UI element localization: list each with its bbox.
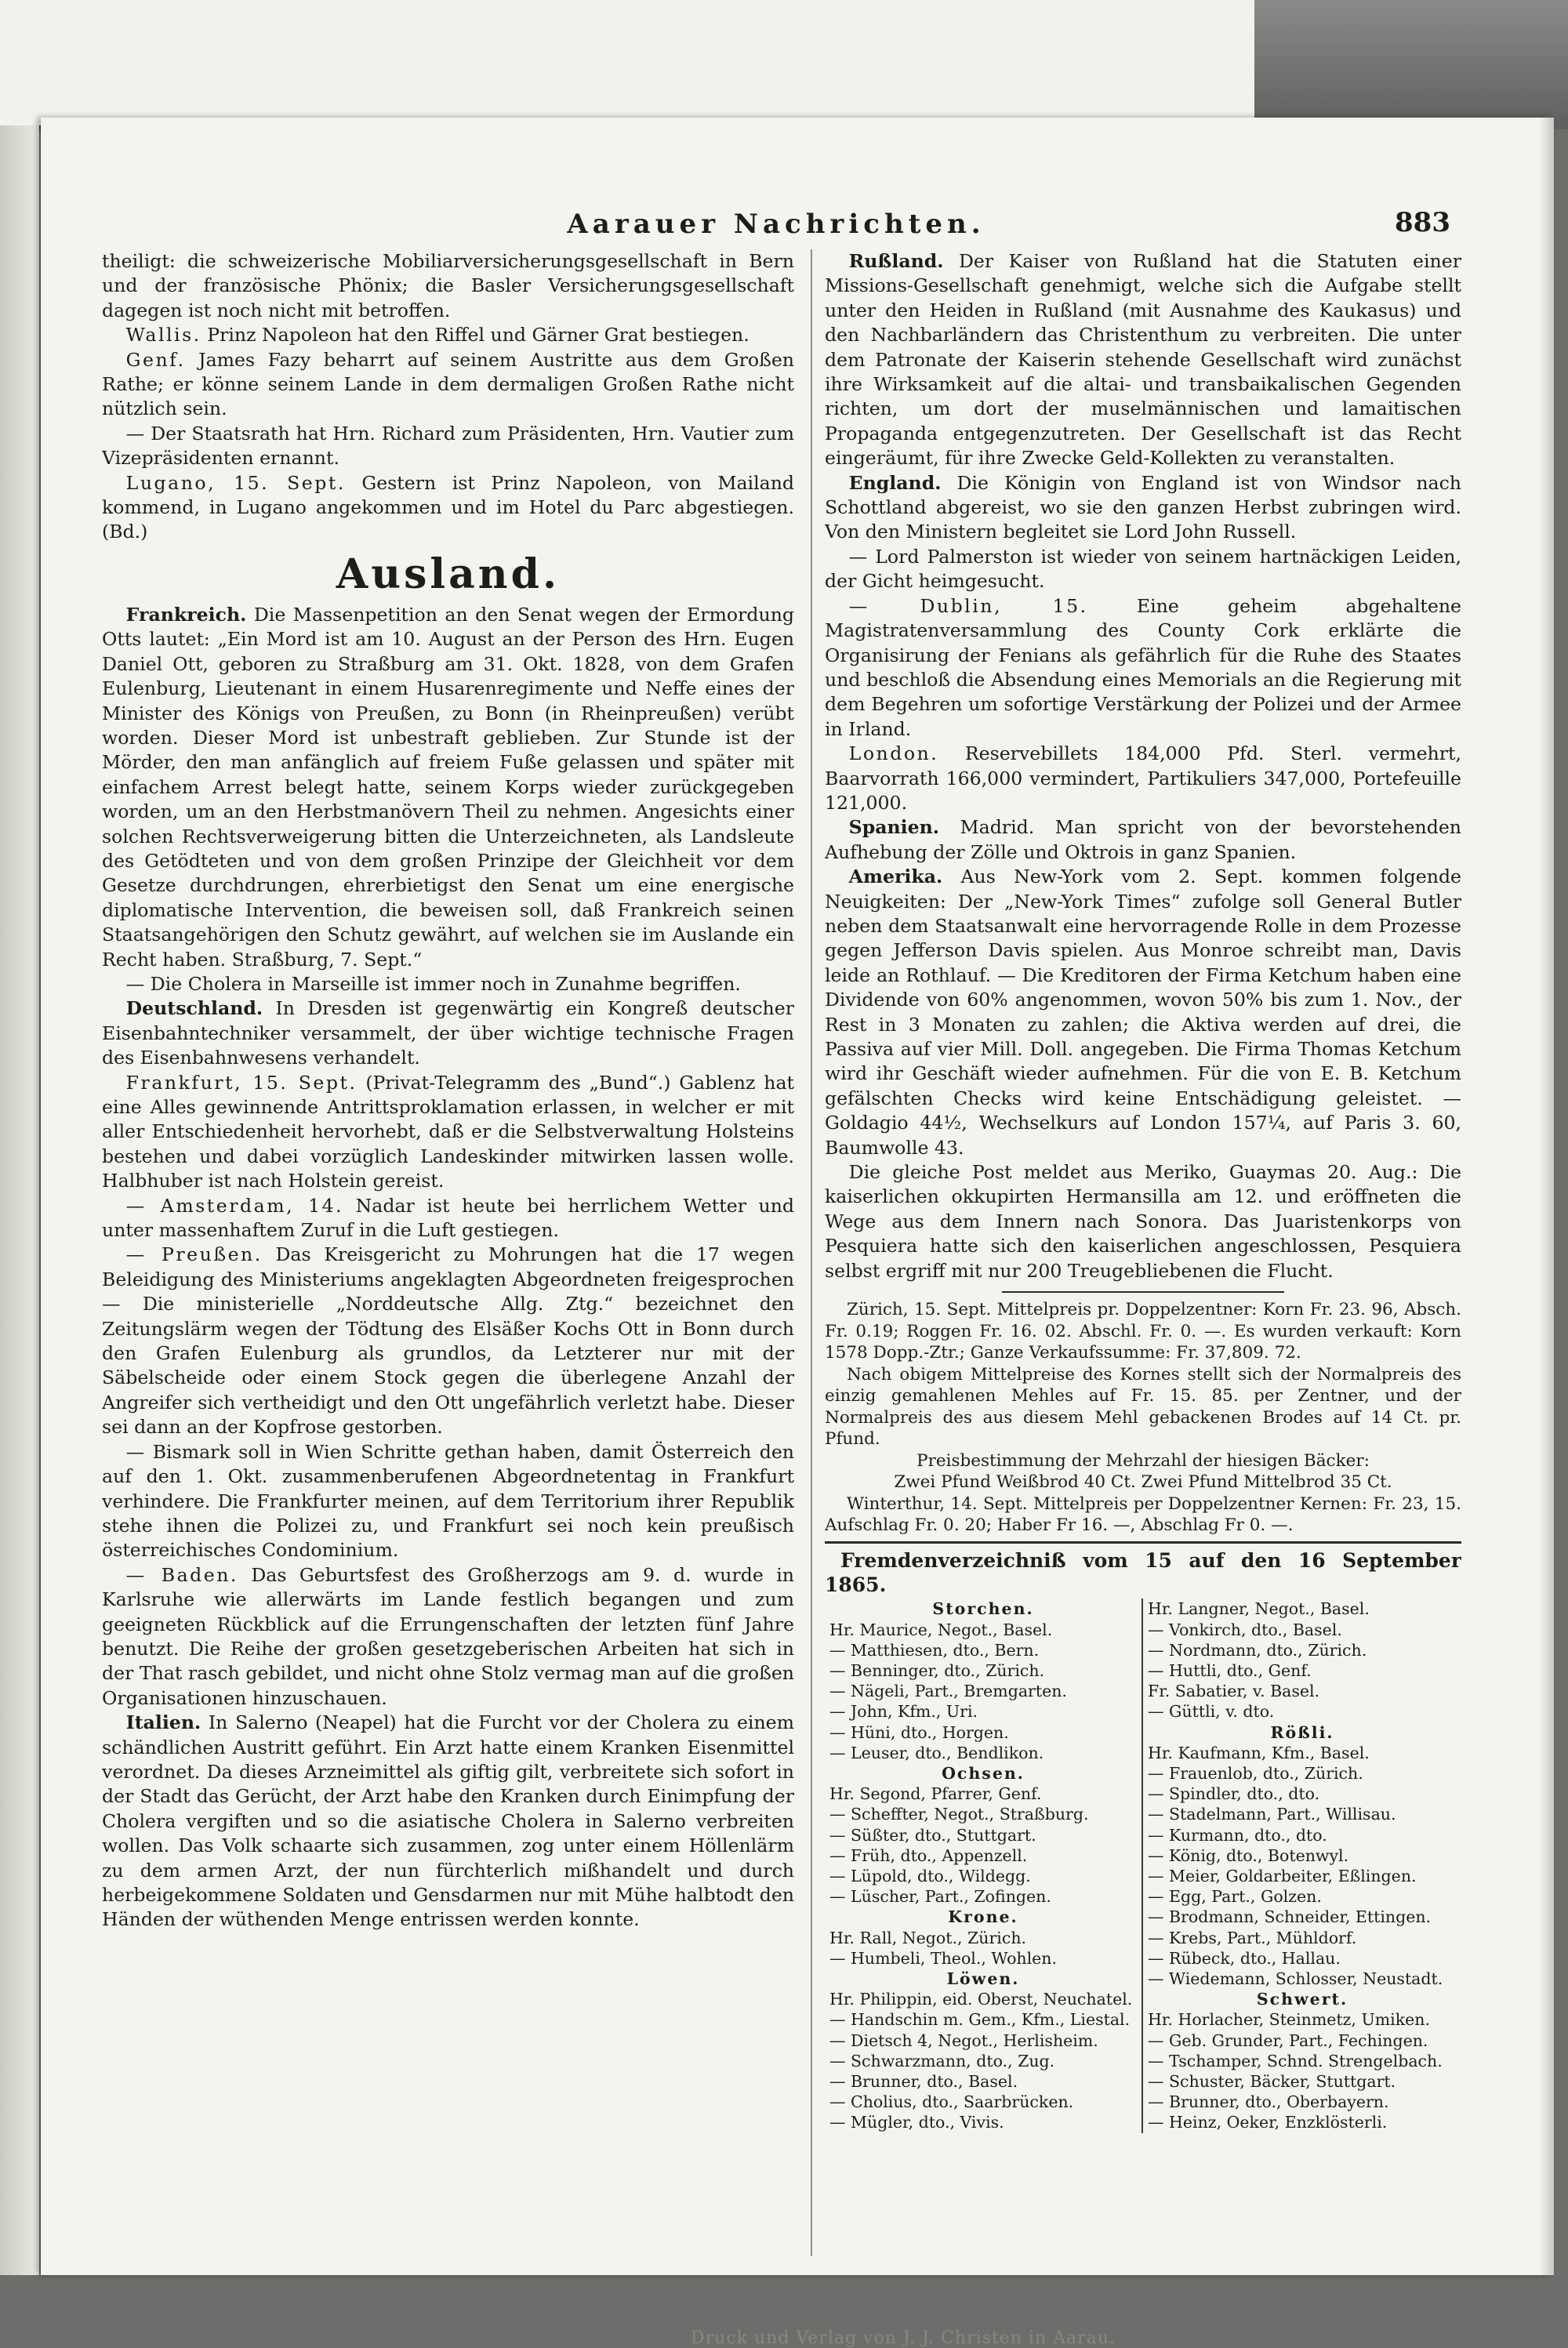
- register-entry: Hr. Maurice, Negot., Basel.: [829, 1620, 1053, 1639]
- article-text: Nadar ist heute bei herrlichem Wetter und unter massenhaftem Zuruf in die Luft gestiegen.: [102, 1194, 794, 1242]
- country-lead: Amerika.: [848, 866, 943, 888]
- binding-edge: [0, 125, 39, 2275]
- register-entry: — Mügler, dto., Vivis.: [829, 2113, 1004, 2132]
- article-italien: [102, 1711, 794, 1932]
- register-entry: — John, Kfm., Uri.: [829, 1702, 978, 1722]
- register-entry: — Süßter, dto., Stuttgart.: [829, 1825, 1036, 1845]
- article-amsterdam: [102, 1194, 794, 1243]
- register-entry: Hr. Langner, Negot., Basel.: [1148, 1599, 1370, 1619]
- article-palmerston: — Lord Palmerston ist wieder von seinem hartnäckigen Leiden, der Gicht heimgesucht.: [825, 545, 1461, 593]
- dateline: — Amsterdam, 14.: [125, 1194, 344, 1217]
- register-entry: — Nägeli, Part., Bremgarten.: [829, 1682, 1067, 1701]
- register-inn-heading: Krone.: [948, 1907, 1018, 1927]
- article-dublin: [825, 594, 1461, 742]
- article-baden: [102, 1563, 794, 1711]
- page-header: [102, 204, 1450, 243]
- market-normalpreis: Nach obigem Mittelpreise des Kornes stellt sich der Normalpreis des einzig gemahlenen Mehles auf Fr. 15. 85. per Zentner, und der Normalpreis des aus diesem Mehl gebackenen Brodes auf 14 Ct. pr. Pfund.: [825, 1364, 1461, 1450]
- register-entry: — Rübeck, dto., Hallau.: [1148, 1948, 1341, 1968]
- left-column: [102, 249, 794, 2295]
- register-entry: — Brunner, dto., Oberbayern.: [1148, 2092, 1389, 2112]
- article-text: In Salerno (Neapel) hat die Furcht vor der Cholera zu einem schändlichen Austritt geführt. Ein Arzt hatte einem Kranken Eisenmittel verordnet. Da dieses Arzneimittel als giftig gilt, verbreitete sich sofort in der Stadt das Gerücht, der Arzt habe den Kranken durch Einimpfung der Cholera vergiften und so die asiatische Cholera in Salerno verbreiten wollen. Das Volk schaarte sich zusammen, zog unter einem Höllenlärm zu dem armen Arzt, der nun fürchterlich mißhandelt und durch herbeigekommene Soldaten und Gensdarmen nur mit Mühe halbtodt den Händen der wüthenden Menge entrissen werden konnte.: [102, 1711, 794, 1931]
- article-text: Der Kaiser von Rußland hat die Statuten einer Missions-Gesellschaft genehmigt, welche sich die Aufgabe stellt unter den Heiden in Rußland (mit Ausnahme des Kaukasus) und den Nachbarländern das Christenthum zu verbreiten. Die unter dem Patronate der Kaiserin stehende Gesellschaft wird zunächst ihre Wirksamkeit auf die altai- und transbaikalischen Gegenden richten, um dort der muselmännischen und lamaitischen Propaganda entgegenzutreten. Der Gesellschaft ist das Recht eingeräumt, für ihre Zwecke Geld-Kollekten zu veranstalten.: [825, 250, 1461, 470]
- previous-page: [0, 0, 1254, 125]
- country-lead: Spanien.: [848, 816, 939, 839]
- article-text: Das Geburtsfest des Großherzogs am 9. d. wurde in Karlsruhe wie allerwärts im Lande festlich begangen und zum geeigneten Rückblick auf die Errungenschaften der letzten fünf Jahre benutzt. Die Reihe der großen gesetzgeberischen Arbeiten hat sich in der That rasch gebildet, und nicht ohne Stolz vermag man auf die großen Organisationen hinzuschauen.: [102, 1563, 794, 1709]
- dateline: — Baden.: [125, 1563, 238, 1586]
- market-report: [825, 1299, 1461, 1537]
- register-entry: — Güttli, v. dto.: [1148, 1702, 1275, 1722]
- dateline: — Dublin, 15.: [848, 594, 1088, 617]
- register-entry: — König, dto., Botenwyl.: [1148, 1845, 1349, 1865]
- column-divider: [811, 249, 812, 2256]
- register-inn-heading: Storchen.: [932, 1599, 1034, 1619]
- register-entry: — Tschamper, Schnd. Strengelbach.: [1148, 2051, 1443, 2070]
- register-entry: — Leuser, dto., Bendlikon.: [829, 1743, 1044, 1762]
- register-inn-heading: Löwen.: [946, 1969, 1020, 1989]
- country-lead: Rußland.: [848, 250, 944, 272]
- market-winterthur: Winterthur, 14. Sept. Mittelpreis per Doppelzentner Kernen: Fr. 23, 15. Aufschlag Fr. 0. 20; Haber Fr 16. —, Abschlag Fr 0. —.: [825, 1493, 1461, 1536]
- register-title: Fremdenverzeichniß vom 15 auf den 16 September 1865.: [825, 1548, 1461, 1596]
- article-text: Aus New-York vom 2. Sept. kommen folgende Neuigkeiten: Der „New-York Times“ zufolge soll General Butler neben dem Staatsanwalt eine hervorragende Rolle in dem Prozesse gegen Jefferson Davis spielen. Aus Monroe schreibt man, Davis leide an Rothlauf. — Die Kreditoren der Firma Ketchum haben eine Dividende von 60% angenommen, wovon 50% bis zum 1. Nov., der Rest in 3 Monaten zu zahlen; die Aktiva werden auf drei, die Passiva auf vier Mill. Doll. angegeben. Die Firma Thomas Ketchum wird ihr Geschäft wieder aufnehmen. Für die von E. B. Ketchum gefälschten Checks wird keine Entschädigung geleistet. — Goldagio 44½, Wechselkurs auf London 157¼, auf Paris 3. 60, Baumwolle 43.: [825, 866, 1461, 1159]
- register-entry: — Heinz, Oeker, Enzklösterli.: [1148, 2113, 1388, 2132]
- register-entry: — Dietsch 4, Negot., Herlisheim.: [829, 2030, 1098, 2050]
- country-lead: England.: [848, 471, 942, 494]
- newspaper-page: [41, 118, 1554, 2348]
- register-entry: — Schuster, Bäcker, Stuttgart.: [1148, 2072, 1396, 2092]
- article-frankfurt: [102, 1071, 794, 1194]
- register-entry: — Frauenlob, dto., Zürich.: [1148, 1764, 1363, 1783]
- dateline: Frankfurt, 15. Sept.: [125, 1071, 358, 1094]
- register-entry: Hr. Horlacher, Steinmetz, Umiken.: [1148, 2010, 1431, 2030]
- register-entry: — Nordmann, dto., Zürich.: [1148, 1640, 1367, 1660]
- dateline: Genf.: [125, 348, 186, 371]
- article-staatsrath: — Der Staatsrath hat Hrn. Richard zum Präsidenten, Hrn. Vautier zum Vizepräsidenten ernannt.: [102, 422, 794, 470]
- article-london: [825, 742, 1461, 815]
- article-continuation: theiligt: die schweizerische Mobiliarversicherungsgesellschaft in Bern und der französische Phönix; die Basler Versicherungsgesellschaft dagegen ist noch nicht mit betroffen.: [102, 250, 794, 321]
- article-text: Gestern ist Prinz Napoleon, von Mailand kommend, in Lugano angekommen und im Hotel du Parc abgestiegen. (Bd.): [102, 471, 794, 543]
- article-cholera: — Die Cholera in Marseille ist immer noch in Zunahme begriffen.: [125, 972, 741, 995]
- register-entry: — Matthiesen, dto., Bern.: [829, 1640, 1040, 1660]
- article-post: Die gleiche Post meldet aus Meriko, Guaymas 20. Aug.: Die kaiserlichen okkupirten Hermansilla am 12. und eröffneten die Wege aus dem Innern nach Sonora. Das Juaristenkorps von Pesquiera hatte sich den kaiserlichen angeschlossen, Pesquiera selbst ergriff mit nur 200 Treugebliebenen die Flucht.: [825, 1161, 1461, 1282]
- register-entry: Fr. Sabatier, v. Basel.: [1148, 1682, 1320, 1701]
- article-bismark: — Bismark soll in Wien Schritte gethan haben, damit Österreich den auf den 1. Okt. zusammenberufenen Abgeordnetentag in Frankfurt verhindere. Die Frankfurter meinen, auf dem Territorium ihrer Republik stehe ihnen die Polizei zu, und Frankfurt sei noch kein preußisch österreichisches Condominium.: [102, 1440, 794, 1562]
- register-entry: — Brodmann, Schneider, Ettingen.: [1148, 1907, 1432, 1927]
- register-entry: — Humbeli, Theol., Wohlen.: [829, 1948, 1058, 1968]
- register-entry: — Stadelmann, Part., Willisau.: [1148, 1805, 1396, 1824]
- article-wallis: [102, 323, 794, 347]
- guest-register: [825, 1599, 1461, 2132]
- register-entry: Hr. Philippin, eid. Oberst, Neuchatel.: [829, 1990, 1133, 2009]
- imprint: Druck und Verlag von J. J. Christen in Aarau.: [691, 2328, 1116, 2348]
- dateline: — Preußen.: [125, 1243, 263, 1266]
- register-entry: — Huttli, dto., Genf.: [1148, 1660, 1312, 1680]
- register-column-right: [1143, 1599, 1461, 2132]
- article-text: Reservebillets 184,000 Pfd. Sterl. vermehrt, Baarvorrath 166,000 vermindert, Partikuliers 347,000, Portefeuille 121,000.: [825, 742, 1461, 814]
- article-spanien: [825, 815, 1461, 865]
- article-text: Madrid. Man spricht von der bevorstehenden Aufhebung der Zölle und Oktrois in ganz Spanien.: [825, 816, 1461, 863]
- register-inn-heading: Rößli.: [1270, 1722, 1334, 1742]
- register-entry: — Früh, dto., Appenzell.: [829, 1845, 1028, 1865]
- register-entry: — Meier, Goldarbeiter, Eßlingen.: [1148, 1867, 1417, 1886]
- register-entry: — Egg, Part., Golzen.: [1148, 1887, 1322, 1907]
- article-text: (Privat-Telegramm des „Bund“.) Gablenz hat eine Alles gewinnende Antrittsproklamation erlassen, in welcher er mit aller Entschiedenheit hervorhebt, daß er die Selbstverwaltung Holsteins bestehen und dabei vorzüglich Landeskinder mitwirken lassen wolle. Halbhuber ist nach Holstein gereist.: [102, 1071, 794, 1192]
- section-heading-ausland: Ausland.: [336, 550, 561, 598]
- register-entry: — Handschin m. Gem., Kfm., Liestal.: [829, 2010, 1131, 2030]
- article-russland: [825, 249, 1461, 471]
- register-entry: — Cholius, dto., Saarbrücken.: [829, 2092, 1074, 2112]
- register-entry: — Vonkirch, dto., Basel.: [1148, 1620, 1342, 1639]
- country-lead: Deutschland.: [125, 997, 263, 1020]
- article-text: In Dresden ist gegenwärtig ein Kongreß deutscher Eisenbahntechniker versammelt, der über wichtige technische Fragen des Eisenbahnwesens verhandelt.: [102, 997, 794, 1069]
- register-entry: — Lüpold, dto., Wildegg.: [829, 1867, 1031, 1886]
- running-title: Aarauer Nachrichten.: [567, 209, 985, 240]
- dateline: Lugano, 15. Sept.: [125, 471, 346, 494]
- dateline: Wallis.: [125, 324, 201, 347]
- register-entry: — Scheffter, Negot., Straßburg.: [829, 1805, 1089, 1824]
- register-entry: — Brunner, dto., Basel.: [829, 2072, 1018, 2092]
- article-deutschland: [102, 996, 794, 1070]
- article-genf: [102, 348, 794, 422]
- market-baecker: Zwei Pfund Weißbrod 40 Ct. Zwei Pfund Mittelbrod 35 Ct.: [894, 1472, 1392, 1493]
- register-entry: Hr. Segond, Pfarrer, Genf.: [829, 1784, 1042, 1804]
- article-text: Die Königin von England ist von Windsor nach Schottland abgereist, wo sie den ganzen Herbst zubringen wird. Von den Ministern begleitet sie Lord John Russell.: [825, 471, 1461, 543]
- market-baecker-title: Preisbestimmung der Mehrzahl der hiesigen Bäcker:: [916, 1450, 1370, 1471]
- right-column: [825, 249, 1461, 2295]
- article-text: Die Massenpetition an den Senat wegen der Ermordung Otts lautet: „Ein Mord ist am 10. August an der Person des Hrn. Eugen Daniel Ott, geboren zu Straßburg am 31. Okt. 1828, von dem Grafen Eulenburg, Lieutenant in einem Husarenregimente und Neffe eines der Minister des Königs von Preußen, zu Bonn (in Rheinpreußen) verübt worden. Dieser Mord ist unbestraft geblieben. Zur Stunde ist der Mörder, den man anfänglich auf freiem Fuße gelassen und später mit einfachem Arrest belegt hatte, seinem Korps wieder zurückgegeben worden, um an den Herbstmanövern Theil zu nehmen. Angesichts einer solchen Rechtsverweigerung bitten die Unterzeichneten, als Landsleute des Getödteten und von dem großen Prinzipe der Gleichheit vor dem Gesetze durchdrungen, ehrerbietigst den Senat um eine energische diplomatische Intervention, die beweisen soll, daß Frankreich seinen Staatsangehörigen den Schutz gewährt, auf welchen sie im Auslande ein Recht haben. Straßburg, 7. Sept.“: [102, 603, 794, 971]
- register-entry: Hr. Rall, Negot., Zürich.: [829, 1928, 1027, 1947]
- country-lead: Italien.: [125, 1711, 201, 1734]
- register-inn-heading: Schwert.: [1256, 1990, 1348, 2009]
- register-entry: — Benninger, dto., Zürich.: [829, 1660, 1045, 1680]
- article-england: [825, 471, 1461, 545]
- register-entry: — Krebs, Part., Mühldorf.: [1148, 1928, 1357, 1947]
- register-entry: — Lüscher, Part., Zofingen.: [829, 1887, 1051, 1907]
- register-entry: — Wiedemann, Schlosser, Neustadt.: [1148, 1969, 1443, 1989]
- article-text: James Fazy beharrt auf seinem Austritte aus dem Großen Rathe; er könne seinem Lande in dem dermaligen Großen Rathe nicht nützlich sein.: [102, 348, 794, 420]
- section-divider: [825, 1541, 1461, 1544]
- page-number: 883: [1395, 207, 1450, 238]
- market-zuerich: Zürich, 15. Sept. Mittelpreis pr. Doppelzentner: Korn Fr. 23. 96, Absch. Fr. 0.19; Roggen Fr. 16. 02. Abschl. Fr. 0. —. Es wurden verkauft: Korn 1578 Dopp.-Ztr.; Ganze Verkaufssumme: Fr. 37,809. 72.: [825, 1300, 1461, 1363]
- article-text: Eine geheim abgehaltene Magistratenversammlung des County Cork erklärte die Organisirung der Fenians als gefährlich für die Ruhe des Staates und beschloß die Absendung eines Memorials an die Regierung mit dem Begehren um sofortige Verstärkung der Polizei und der Armee in Irland.: [825, 594, 1461, 740]
- article-text: Das Kreisgericht zu Mohrungen hat die 17 wegen Beleidigung des Ministeriums angeklagten Abgeordneten freigesprochen — Die ministerielle „Norddeutsche Allg. Ztg.“ bezeichnet den Zeitungslärm wegen der Tödtung des Elsäßer Kochs Ott in Bonn durch den Grafen Eulenburg als grundlos, da Letzterer nur mit der Säbelscheide oder einem Stock gegen die überlegene Anzahl der Angreifer sich vertheidigt und den Ott ungefährlich verletzt habe. Dieser sei dann an der Kopfrose gestorben.: [102, 1243, 794, 1439]
- register-entry: — Kurmann, dto., dto.: [1148, 1825, 1327, 1845]
- article-text: Prinz Napoleon hat den Riffel und Gärner Grat bestiegen.: [207, 324, 750, 347]
- register-entry: — Spindler, dto., dto.: [1148, 1784, 1320, 1804]
- article-lugano: [102, 471, 794, 545]
- register-entry: — Hüni, dto., Horgen.: [829, 1722, 1009, 1742]
- article-frankreich: [102, 603, 794, 972]
- dateline: London.: [848, 742, 939, 765]
- article-preussen: [102, 1243, 794, 1439]
- register-entry: Hr. Kaufmann, Kfm., Basel.: [1148, 1743, 1370, 1762]
- register-entry: — Geb. Grunder, Part., Fechingen.: [1148, 2030, 1428, 2050]
- register-entry: — Schwarzmann, dto., Zug.: [829, 2051, 1055, 2070]
- section-divider: [1002, 1291, 1284, 1293]
- register-column-left: [825, 1599, 1143, 2132]
- register-inn-heading: Ochsen.: [942, 1764, 1025, 1783]
- page-edge-shadow: [1540, 118, 1554, 2275]
- article-amerika: [825, 865, 1461, 1160]
- country-lead: Frankreich.: [125, 603, 247, 626]
